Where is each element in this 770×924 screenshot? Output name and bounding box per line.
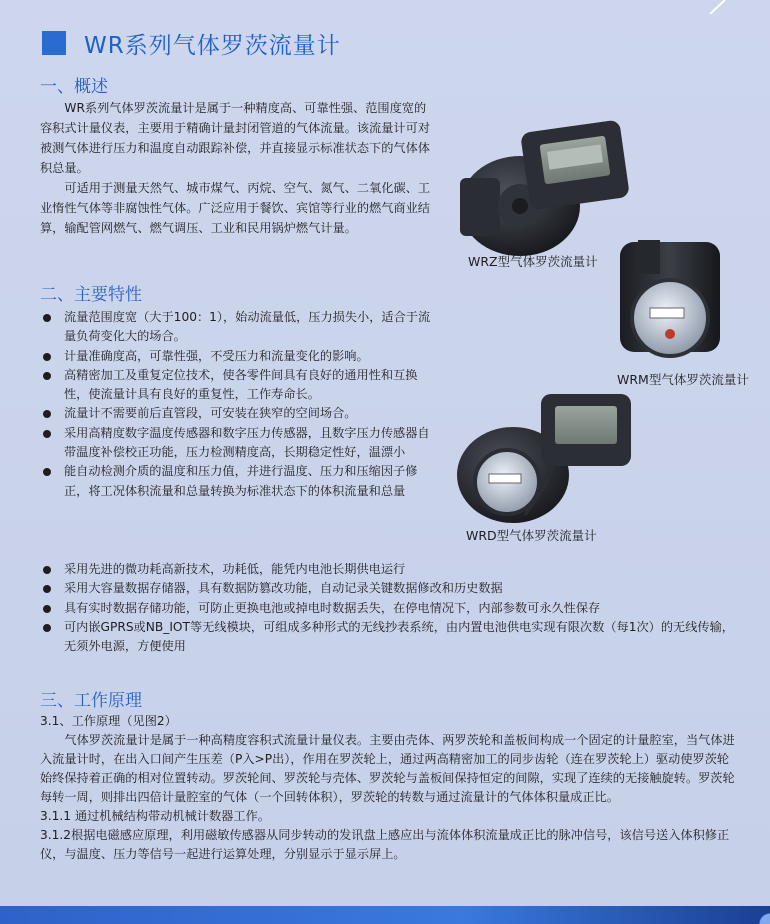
feature-item: 具有实时数据存储功能，可防止更换电池或掉电时数据丢失，在停电情况下，内部参数可永久性保存 (40, 599, 740, 618)
principle-item-311: 3.1.1 通过机械结构带动机械计数器工作。 (40, 809, 270, 823)
feature-item: 采用大容量数据存储器，具有数据防篡改功能，自动记录关键数据修改和历史数据 (40, 579, 740, 598)
footer-band (0, 906, 770, 924)
principle-item-312: 3.1.2根据电磁感应原理，利用磁敏传感器从同步转动的发讯盘上感应出与流体体积流量成正比的脉冲信号，该信号送入体积修正仪，与温度、压力等信号一起进行运算处理，分别显示于显示屏上。 (40, 828, 730, 861)
feature-item: 流量范围度宽（大于100：1），始动流量低，压力损失小，适合于流量负荷变化大的场合。 (40, 308, 440, 347)
principle-subheading: 3.1、工作原理（见图2） (40, 714, 177, 728)
wrd-meter-image (455, 390, 635, 525)
overview-paragraph-1: WR系列气体罗茨流量计是属于一种精度高、可靠性强、范围度宽的容积式计量仪表，主要用于精确计量封闭管道的气体流量。该流量计可对被测气体进行压力和温度自动跟踪补偿，并直接显示标准状态下的气体体积总量。 (40, 101, 430, 175)
feature-item: 采用高精度数字温度传感器和数字压力传感器，且数字压力传感器自带温度补偿校正功能，压力检测精度高，长期稳定性好，温漂小 (40, 424, 440, 463)
overview-text (40, 98, 435, 238)
page-title: WR系列气体罗茨流量计 (84, 32, 341, 59)
overview-paragraph-2: 可适用于测量天然气、城市煤气、丙烷、空气、氮气、二氧化碳、工业惰性气体等非腐蚀性气体。广泛应用于餐饮、宾馆等行业的燃气商业结算，输配管网燃气、燃气调压、工业和民用锅炉燃气计量。 (40, 181, 431, 235)
feature-item: 能自动检测介质的温度和压力值，并进行温度、压力和压缩因子修正，将工况体积流量和总量转换为标准状态下的体积流量和总量 (40, 462, 440, 501)
footer-arc-decoration (730, 906, 770, 924)
feature-item: 计量准确度高，可靠性强，不受压力和流量变化的影响。 (40, 347, 440, 366)
wrm-meter-image (608, 238, 733, 366)
feature-item: 采用先进的微功耗高新技术，功耗低，能凭内电池长期供电运行 (40, 560, 740, 579)
feature-item: 流量计不需要前后直管段，可安装在狭窄的空间场合。 (40, 404, 440, 423)
title-square-icon (42, 31, 66, 55)
feature-item: 可内嵌GPRS或NB_IOT等无线模块，可组成多种形式的无线抄表系统，由内置电池供电实现有限次数（每1次）的无线传输，无须外电源，方便使用 (40, 618, 740, 657)
features-list-2 (40, 560, 740, 656)
wrm-caption: WRM型气体罗茨流量计 (617, 372, 749, 387)
principle-paragraph: 气体罗茨流量计是属于一种高精度容积式流量计量仪表。主要由壳体、两罗茨轮和盖板间构成一个固定的计量腔室，当气体进入流量计时，在出入口间产生压差（P入>P出），作用在罗茨轮上，通过两高精密加工的同步齿轮（连在罗茨轮上）驱动使罗茨轮始终保持着正确的相对位置转动。罗茨轮间、罗茨轮与壳体、罗茨轮与盖板间保持恒定的间隙，实现了连续的无接触旋转。罗茨轮每转一周，则排出四倍计量腔室的气体（一个回转体积），罗茨轮的转数与通过流量计的气体体积量成正比。 (40, 733, 735, 804)
wrz-caption: WRZ型气体罗茨流量计 (468, 254, 598, 269)
wrd-caption: WRD型气体罗茨流量计 (466, 528, 597, 543)
page-title-row (42, 28, 341, 58)
section-features-heading: 二、主要特性 (40, 285, 142, 305)
principle-text (40, 712, 740, 864)
features-list-1 (40, 308, 440, 501)
corner-decoration (590, 0, 770, 14)
section-overview-heading: 一、概述 (40, 77, 108, 97)
section-principle-heading: 三、工作原理 (40, 691, 142, 711)
feature-item: 高精密加工及重复定位技术，使各零件间具有良好的通用性和互换性，使流量计具有良好的重复性，工作寿命长。 (40, 366, 440, 405)
